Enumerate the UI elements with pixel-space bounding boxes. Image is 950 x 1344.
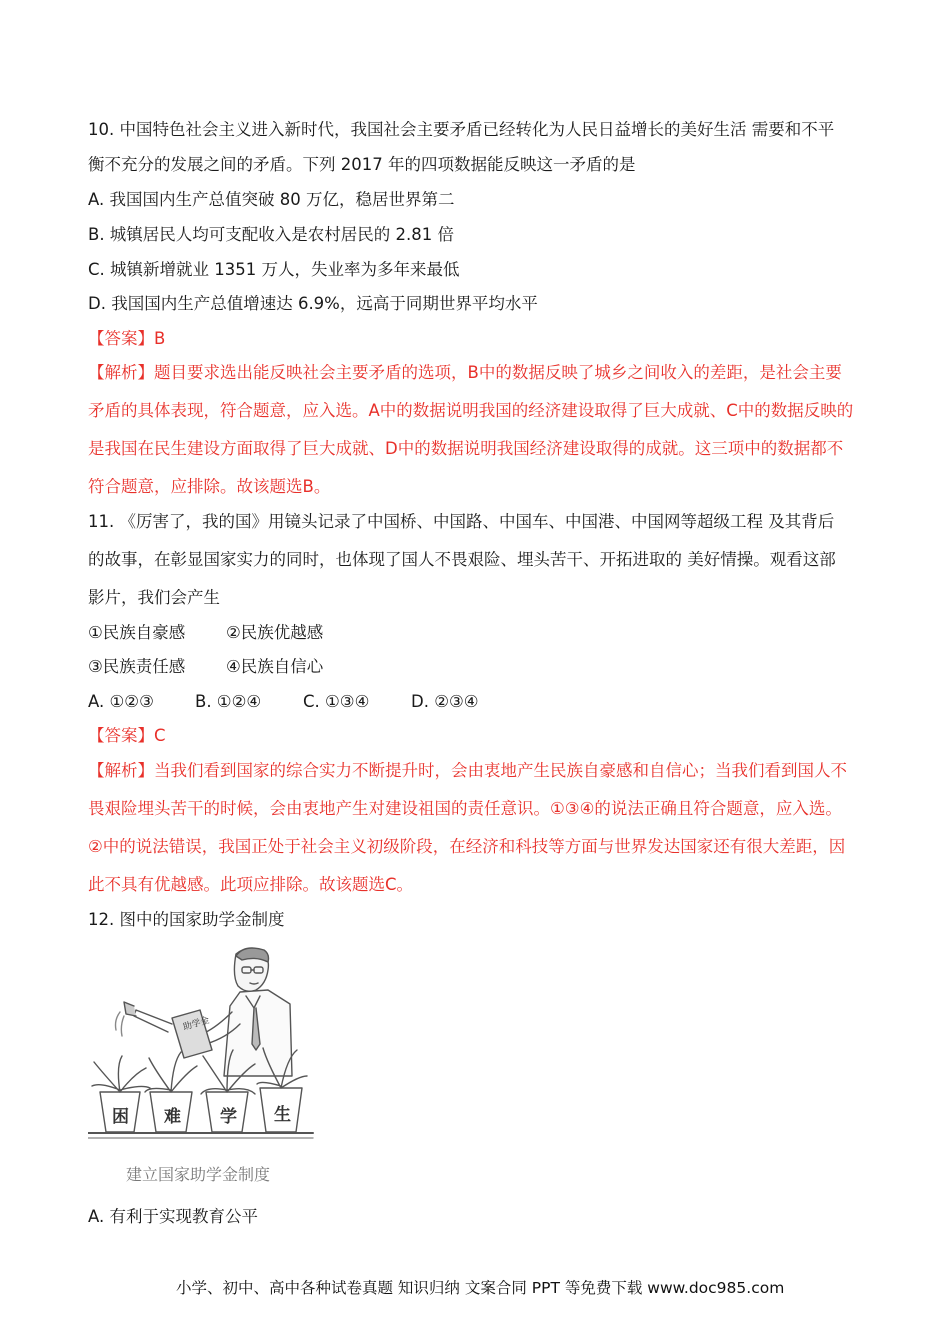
q10-option-a: A. 我国国内生产总值突破 80 万亿，稳居世界第二 (88, 190, 455, 209)
q11-choice-d: D. ②③④ (411, 692, 479, 711)
q10-option-b: B. 城镇居民人均可支配收入是农村居民的 2.81 倍 (88, 225, 455, 244)
pot-label-4: 生 (274, 1105, 291, 1125)
q10-analysis-line3: 是我国在民生建设方面取得了巨大成就、D中的数据说明我国经济建设取得的成就。这三项中的数据都不 (88, 439, 844, 458)
q10-option-d: D. 我国国内生产总值增速达 6.9%，远高于同期世界平均水平 (88, 294, 538, 313)
can-label: 助学金 (182, 1015, 211, 1033)
q10-analysis-line1: 【解析】题目要求选出能反映社会主要矛盾的选项，B中的数据反映了城乡之间收入的差距，是社会主要 (88, 363, 842, 382)
q11-analysis-line3: ②中的说法错误，我国正处于社会主义初级阶段，在经济和科技等方面与世界发达国家还有很大差距，因 (88, 837, 846, 856)
page-footer: 小学、初中、高中各种试卷真题 知识归纳 文案合同 PPT 等免费下载 www.doc985.com (176, 1279, 785, 1297)
q10-stem-line2: 衡不充分的发展之间的矛盾。下列 2017 年的四项数据能反映这一矛盾的是 (88, 155, 636, 174)
q11-choice-c: C. ①③④ (303, 692, 370, 711)
scholarship-illustration (88, 940, 318, 1195)
q10-option-c: C. 城镇新增就业 1351 万人，失业率为多年来最低 (88, 260, 460, 279)
q10-analysis-line2: 矛盾的具体表现，符合题意，应入选。A中的数据说明我国的经济建设取得了巨大成就、C中的数据反映的 (88, 401, 854, 420)
q11-item-2: ②民族优越感 (226, 623, 324, 642)
q11-stem-line1: 11. 《厉害了，我的国》用镜头记录了中国桥、中国路、中国车、中国港、中国网等超级工程 及其背后 (88, 512, 835, 531)
pot-label-3: 学 (220, 1107, 237, 1127)
q10-analysis-line4: 符合题意，应排除。故该题选B。 (88, 477, 331, 496)
q11-item-1: ①民族自豪感 (88, 623, 186, 642)
q10-answer: 【答案】B (88, 329, 166, 348)
q12-stem: 12. 图中的国家助学金制度 (88, 910, 285, 929)
q11-analysis-line1: 【解析】当我们看到国家的综合实力不断提升时，会由衷地产生民族自豪感和自信心；当我们看到国人不 (88, 761, 847, 780)
pot-label-1: 困 (112, 1107, 129, 1127)
q11-stem-line2: 的故事，在彰显国家实力的同时，也体现了国人不畏艰险、埋头苦干、开拓进取的 美好情操。观看这部 (88, 550, 836, 569)
q11-choice-b: B. ①②④ (195, 692, 262, 711)
q11-choices (88, 690, 479, 714)
figure-caption: 建立国家助学金制度 (126, 1165, 271, 1184)
q11-analysis-line2: 畏艰险埋头苦干的时候，会由衷地产生对建设祖国的责任意识。①③④的说法正确且符合题意，应入选。 (88, 799, 842, 818)
q11-analysis-line4: 此不具有优越感。此项应排除。故该题选C。 (88, 875, 414, 894)
q12-option-a: A. 有利于实现教育公平 (88, 1207, 258, 1226)
q11-answer: 【答案】C (88, 726, 166, 745)
q11-item-4: ④民族自信心 (226, 657, 324, 676)
q11-stem-line3: 影片，我们会产生 (88, 588, 220, 607)
pot-label-2: 难 (164, 1107, 181, 1127)
q11-items-row1 (88, 621, 323, 645)
q11-choice-a: A. ①②③ (88, 692, 154, 711)
q11-item-3: ③民族责任感 (88, 657, 186, 676)
q11-items-row2 (88, 655, 323, 679)
q10-stem-line1: 10. 中国特色社会主义进入新时代，我国社会主要矛盾已经转化为人民日益增长的美好生活 需要和不平 (88, 120, 835, 139)
